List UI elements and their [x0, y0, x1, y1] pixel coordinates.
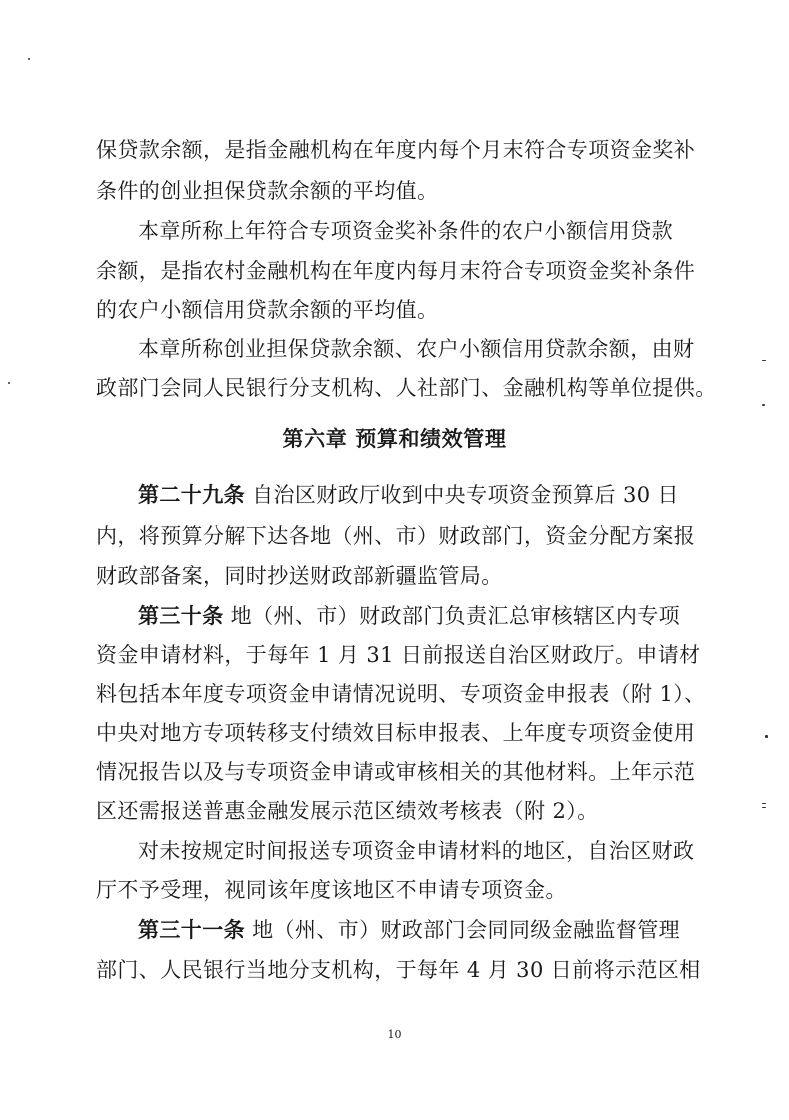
art30-label: 第三十条: [138, 603, 224, 628]
scan-speck: [765, 735, 768, 738]
para1-line1: 保贷款余额，是指金融机构在年度内每个月末符合专项资金奖补: [96, 138, 696, 162]
art31-line2: 部门、人民银行当地分支机构，于每年 4 月 30 日前将示范区相: [96, 958, 701, 982]
art31-label: 第三十一条: [138, 917, 245, 942]
art29-line1: [138, 480, 696, 510]
unsubmitted-line2: 厅不予受理，视同该年度该地区不申请专项资金。: [96, 878, 567, 902]
scan-speck: [8, 382, 10, 384]
scan-speck: [762, 404, 765, 406]
para2-line2: 余额，是指农村金融机构在年度内每月末符合专项资金奖补条件: [96, 259, 696, 283]
art30-line2: 资金申请材料，于每年 1 月 31 日前报送自治区财政厅。申请材: [96, 643, 701, 667]
chapter-heading: 第六章 预算和绩效管理: [282, 426, 507, 451]
para2-line1: 本章所称上年符合专项资金奖补条件的农户小额信用贷款: [138, 219, 673, 243]
art29-label: 第二十九条: [138, 482, 245, 507]
para2-line3: 的农户小额信用贷款余额的平均值。: [96, 298, 439, 322]
art30-line1: [138, 601, 696, 631]
art31-line1: [138, 915, 696, 945]
art31-text: 地（州、市）财政部门会同同级金融监督管理: [245, 918, 681, 942]
scan-speck: [762, 803, 766, 804]
art30-text: 地（州、市）财政部门负责汇总审核辖区内专项: [223, 604, 681, 628]
para3-line2: 政部门会同人民银行分支机构、人社部门、金融机构等单位提供。: [96, 376, 717, 400]
art30-line5: 情况报告以及与专项资金申请或审核相关的其他材料。上年示范: [96, 760, 696, 784]
art30-line4: 中央对地方专项转移支付绩效目标申报表、上年度专项资金使用: [96, 721, 696, 745]
art30-line3: 料包括本年度专项资金申请情况说明、专项资金申报表（附 1）、: [96, 682, 706, 706]
scan-speck: [762, 807, 766, 808]
scan-speck: [762, 360, 766, 361]
page-number: 10: [387, 1028, 402, 1041]
art29-line3: 财政部备案，同时抄送财政部新疆监管局。: [96, 564, 503, 588]
unsubmitted-line1: 对未按规定时间报送专项资金申请材料的地区，自治区财政: [138, 839, 695, 863]
art30-line6: 区还需报送普惠金融发展示范区绩效考核表（附 2）。: [96, 799, 599, 823]
scan-speck: [28, 58, 30, 60]
para1-line2: 条件的创业担保贷款余额的平均值。: [96, 179, 439, 203]
art29-line2: 内，将预算分解下达各地（州、市）财政部门，资金分配方案报: [96, 524, 696, 548]
art29-text: 自治区财政厅收到中央专项资金预算后 30 日: [245, 483, 679, 507]
para3-line1: 本章所称创业担保贷款余额、农户小额信用贷款余额，由财: [138, 337, 695, 361]
